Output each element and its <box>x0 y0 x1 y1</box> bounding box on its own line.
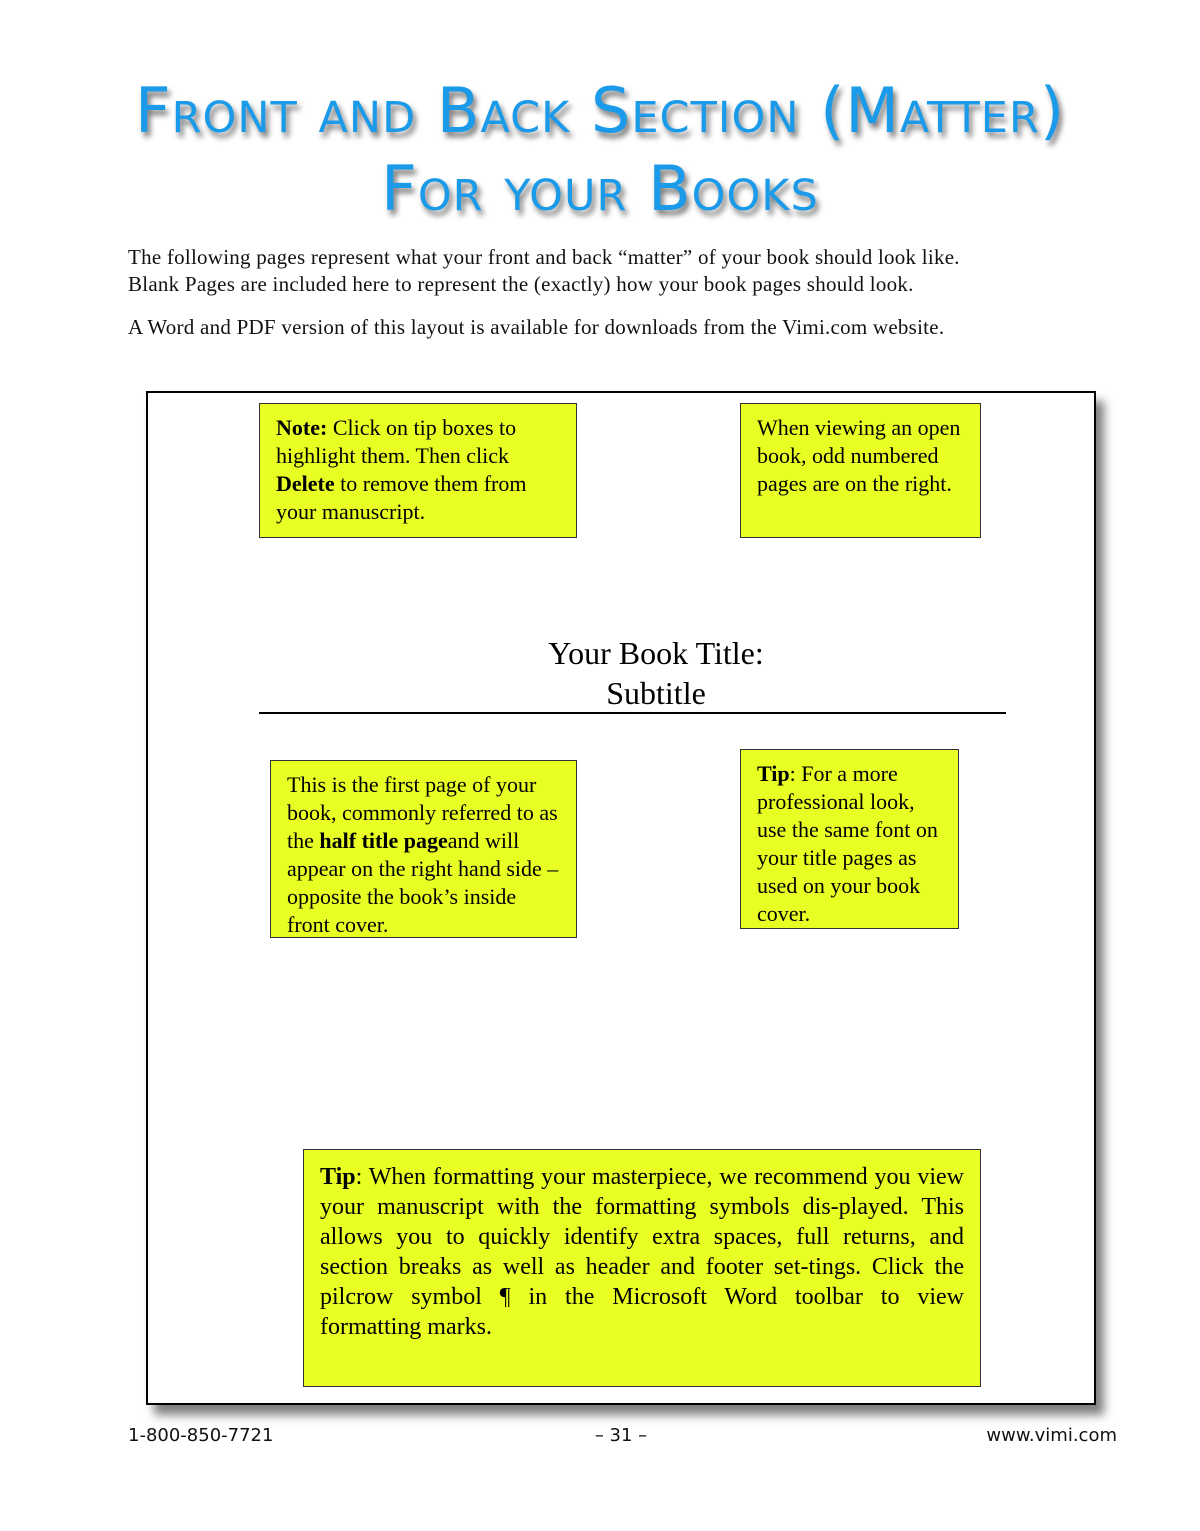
tip-font-text: : For a more professional look, use the same font on your title pages as used on your book cover. <box>757 761 938 926</box>
footer-website: www.vimi.com <box>986 1425 1117 1446</box>
heading-line-1: Front and Back Section (Matter) <box>134 74 1066 147</box>
book-title: Your Book Title: <box>548 635 764 671</box>
intro-line-3: A Word and PDF version of this layout is available for downloads from the Vimi.com website. <box>128 315 945 339</box>
tip-note-delete: Delete <box>276 471 335 496</box>
intro-line-1: The following pages represent what your front and back “matter” of your book should look like. <box>128 245 960 269</box>
tip-formatting-label: Tip <box>320 1164 356 1190</box>
tip-note-text-1: Click on tip boxes to highlight them. Then click <box>276 415 517 468</box>
tip-viewing-text: When viewing an open book, odd numbered pages are on the right. <box>757 415 961 496</box>
tip-box-note[interactable] <box>259 403 577 538</box>
tip-note-label: Note: <box>276 415 328 440</box>
intro-line-2: Blank Pages are included here to represent the (exactly) how your book pages should look. <box>128 272 914 296</box>
tip-box-font[interactable] <box>740 749 959 929</box>
tip-note-text-2: to remove them from your manuscript. <box>276 471 527 524</box>
tip-half-title-text-2: and will appear on the right hand side – opposite the book’s inside front cover. <box>287 828 559 937</box>
book-title-block <box>306 633 1006 713</box>
tip-half-title-text-1: This is the first page of your book, commonly referred to as the <box>287 772 558 853</box>
tip-font-label: Tip <box>757 761 790 786</box>
intro-paragraph-1 <box>128 244 1128 298</box>
tip-box-formatting[interactable] <box>303 1149 981 1387</box>
footer-phone: 1-800-850-7721 <box>128 1425 274 1446</box>
book-subtitle: Subtitle <box>606 675 706 711</box>
title-rule <box>259 712 1006 714</box>
page-heading <box>0 72 1200 228</box>
footer-page-number: – 31 – <box>594 1425 648 1446</box>
heading-line-2: For your Books <box>381 152 819 225</box>
tip-half-title-bold: half title page <box>319 828 448 853</box>
tip-box-half-title[interactable] <box>270 760 577 938</box>
tip-box-odd-pages[interactable] <box>740 403 981 538</box>
tip-formatting-text: : When formatting your masterpiece, we recommend you view your manuscript with the formatting symbols dis-played. This allows you to quickly identify extra spaces, full returns, and section breaks as well as header and footer set-tings. Click the pilcrow symbol ¶ in the Microsoft Word toolbar to view formatting marks. <box>320 1164 964 1340</box>
